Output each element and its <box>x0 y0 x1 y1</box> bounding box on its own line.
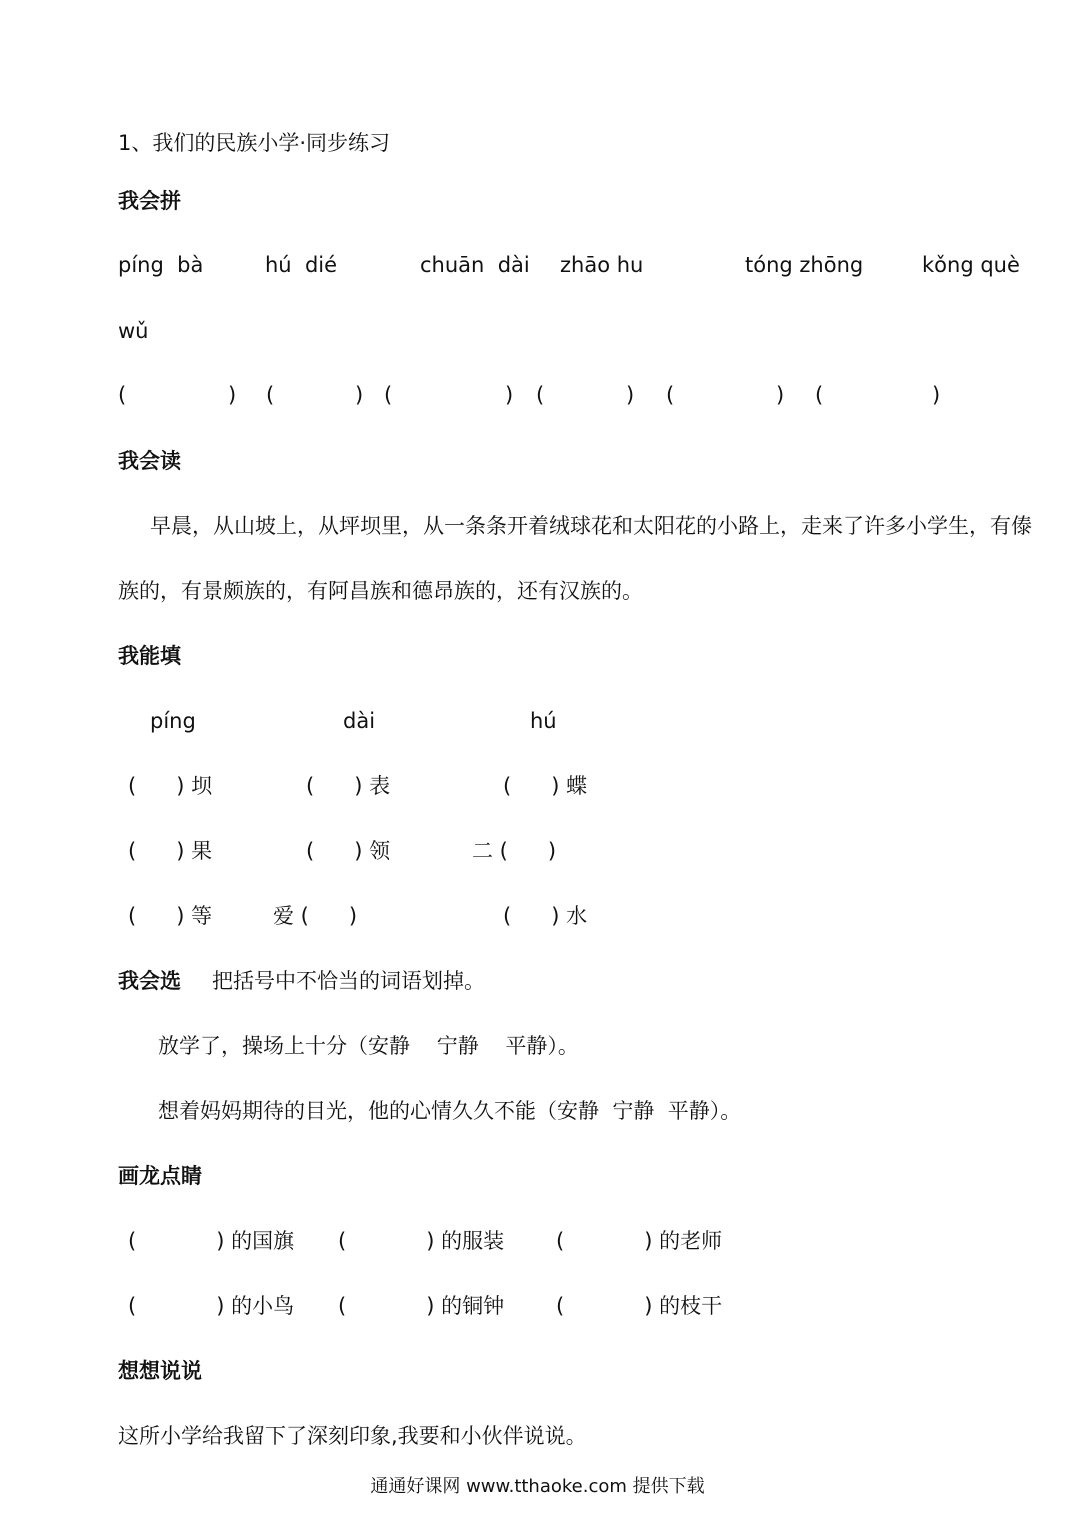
section-heading-pinyin: 我会拼 <box>118 189 181 213</box>
answer-paren: ) <box>932 383 941 407</box>
answer-paren: ( <box>666 383 675 407</box>
answer-paren: ( <box>384 383 393 407</box>
answer-paren: ) <box>776 383 785 407</box>
reading-passage-line: 早晨，从山坡上，从坪坝里，从一条条开着绒球花和太阳花的小路上，走来了许多小学生，有傣 <box>150 514 1032 538</box>
fill-item: ( ) 表 <box>306 774 391 798</box>
pinyin-word: zhāo hu <box>560 253 644 277</box>
fill-item: ( ) 蝶 <box>503 774 588 798</box>
pinyin-word: píng bà <box>118 253 204 277</box>
answer-paren: ) <box>505 383 514 407</box>
answer-paren: ) <box>626 383 635 407</box>
section-heading-think: 想想说说 <box>118 1359 202 1383</box>
answer-paren: ( <box>536 383 545 407</box>
fill-item: ( ) 领 <box>306 839 391 863</box>
section-heading-fill: 我能填 <box>118 644 181 668</box>
adorn-item: ( ) 的老师 <box>556 1229 723 1253</box>
fill-item: 二 ( ) <box>472 839 557 863</box>
adorn-item: ( ) 的枝干 <box>556 1294 723 1318</box>
adorn-item: ( ) 的铜钟 <box>338 1294 505 1318</box>
fill-pinyin: dài <box>343 709 376 733</box>
answer-paren: ( <box>266 383 275 407</box>
page-title: 1、我们的民族小学·同步练习 <box>118 131 391 155</box>
section-heading-choose: 我会选 <box>118 969 181 993</box>
fill-item: ( ) 果 <box>128 839 213 863</box>
answer-paren: ) <box>228 383 237 407</box>
answer-paren: ( <box>118 383 127 407</box>
adorn-item: ( ) 的服装 <box>338 1229 505 1253</box>
section-heading-read: 我会读 <box>118 449 181 473</box>
pinyin-word: kǒng què <box>922 253 1020 277</box>
fill-pinyin: píng <box>150 709 196 733</box>
answer-paren: ( <box>815 383 824 407</box>
choose-instruction: 把括号中不恰当的词语划掉。 <box>212 969 485 993</box>
fill-item: ( ) 等 <box>128 904 213 928</box>
fill-item: ( ) 水 <box>503 904 588 928</box>
footer-credit: 通通好课网 www.tthaoke.com 提供下载 <box>370 1476 705 1497</box>
fill-item: ( ) 坝 <box>128 774 213 798</box>
section-heading-adorn: 画龙点睛 <box>118 1164 202 1188</box>
fill-item: 爱 ( ) <box>273 904 358 928</box>
reading-passage-line: 族的，有景颇族的，有阿昌族和德昂族的，还有汉族的。 <box>118 579 643 603</box>
think-prompt: 这所小学给我留下了深刻印象,我要和小伙伴说说。 <box>118 1424 587 1448</box>
choose-sentence: 想着妈妈期待的目光，他的心情久久不能（安静 宁静 平静）。 <box>158 1099 742 1123</box>
pinyin-word: tóng zhōng <box>745 253 864 277</box>
pinyin-word: chuān dài <box>420 253 530 277</box>
answer-paren: ) <box>355 383 364 407</box>
adorn-item: ( ) 的小鸟 <box>128 1294 295 1318</box>
pinyin-word: hú dié <box>265 253 338 277</box>
pinyin-word: wǔ <box>118 319 149 343</box>
adorn-item: ( ) 的国旗 <box>128 1229 295 1253</box>
fill-pinyin: hú <box>530 709 557 733</box>
choose-sentence: 放学了，操场上十分（安静 宁静 平静）。 <box>158 1034 579 1058</box>
